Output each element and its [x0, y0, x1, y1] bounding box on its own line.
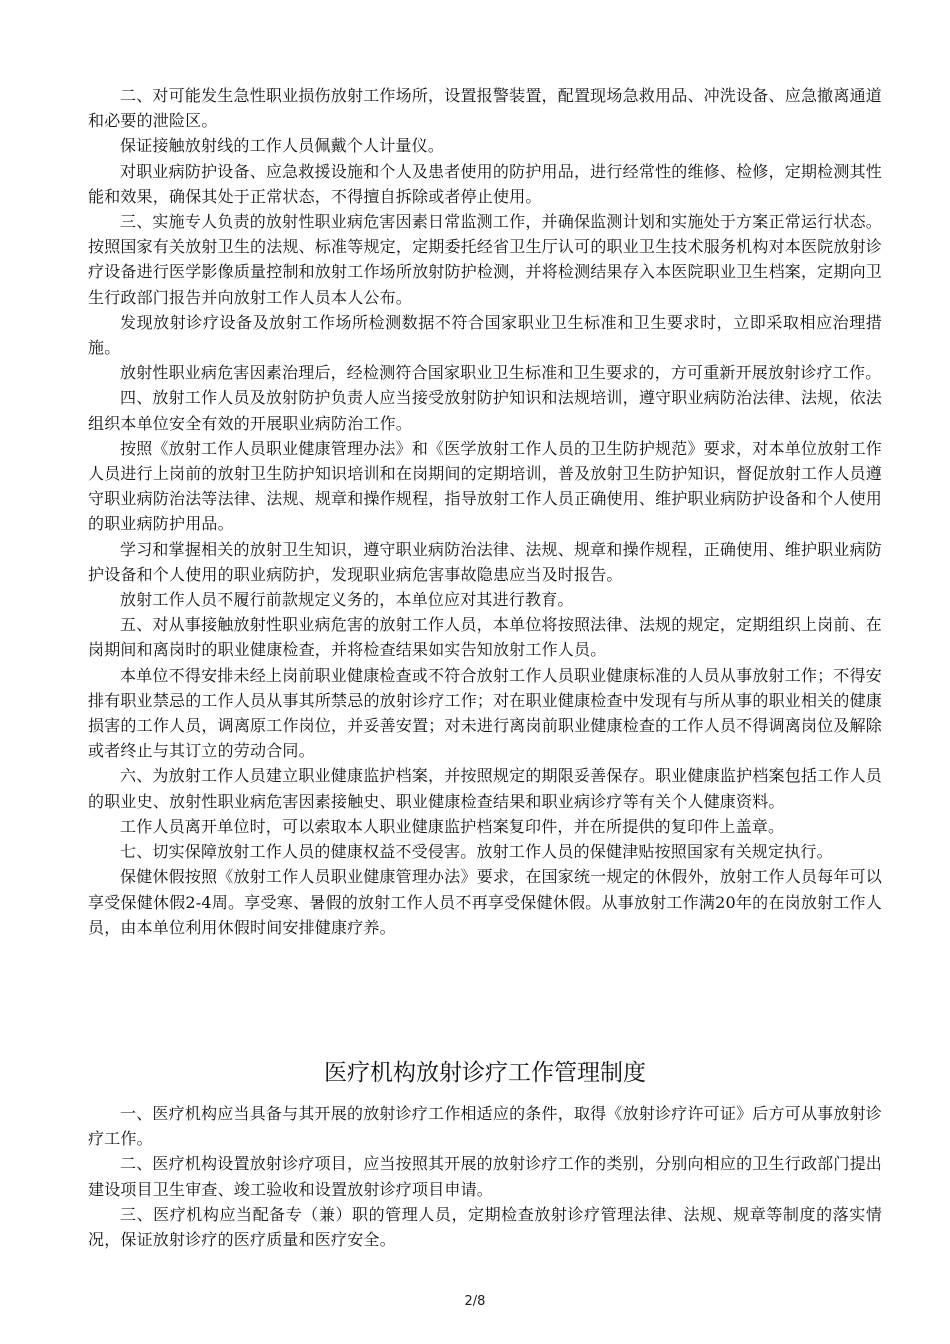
section-title: 医疗机构放射诊疗工作管理制度: [324, 1060, 646, 1086]
paragraph: 七、切实保障放射工作人员的健康权益不受侵害。放射工作人员的保健津贴按照国家有关规定执行。: [120, 842, 833, 862]
paragraph: 工作人员离开单位时，可以索取本人职业健康监护档案复印件，并在所提供的复印件上盖章。: [120, 816, 785, 836]
paragraph: 保健休假按照《放射工作人员职业健康管理办法》要求，在国家统一规定的休假外，放射工作人员每年可以享受保健休假2-4周。享受寒、暑假的放射工作人员不再享受保健休假。从事放射工作满20年的在岗放射工作人员，由本单位利用休假时间安排健康疗养。: [88, 867, 882, 937]
paragraph: 六、为放射工作人员建立职业健康监护档案，并按照规定的期限妥善保存。职业健康监护档案包括工作人员的职业史、放射性职业病危害因素接触史、职业健康检查结果和职业病诊疗等有关个人健康资料。: [88, 766, 882, 811]
paragraph: 五、对从事接触放射性职业病危害的放射工作人员，本单位将按照法律、法规的规定，定期组织上岗前、在岗期间和离岗时的职业健康检查，并将检查结果如实告知放射工作人员。: [88, 615, 882, 660]
paragraph: 按照《放射工作人员职业健康管理办法》和《医学放射工作人员的卫生防护规范》要求，对本单位放射工作人员进行上岗前的放射卫生防护知识培训和在岗期间的定期培训，普及放射卫生防护知识，督促放射工作人员遵守职业病防治法等法律、法规、规章和操作规程，指导放射工作人员正确使用、维护职业病防护设备和个人使用的职业病防护用品。: [88, 438, 882, 534]
section-paragraph: 一、医疗机构应当具备与其开展的放射诊疗工作相适应的条件，取得《放射诊疗许可证》后方可从事放射诊疗工作。: [88, 1104, 882, 1149]
paragraph: 四、放射工作人员及放射防护负责人应当接受放射防护知识和法规培训，遵守职业病防治法律、法规，依法组织本单位安全有效的开展职业病防治工作。: [88, 388, 882, 433]
paragraph: 三、实施专人负责的放射性职业病危害因素日常监测工作，并确保监测计划和实施处于方案正常运行状态。按照国家有关放射卫生的法规、标准等规定，定期委托经省卫生厅认可的职业卫生技术服务机构对本医院放射诊疗设备进行医学影像质量控制和放射工作场所放射防护检测，并将检测结果存入本医院职业卫生档案，定期向卫生行政部门报告并向放射工作人员本人公布。: [88, 212, 882, 307]
body-text: [88, 83, 882, 940]
section-body: [88, 1101, 882, 1252]
paragraph: 放射工作人员不履行前款规定义务的，本单位应对其进行教育。: [120, 590, 574, 610]
paragraph: 二、对可能发生急性职业损伤放射工作场所，设置报警装置，配置现场急救用品、冲洗设备、应急撤离通道和必要的泄险区。: [88, 86, 882, 131]
page-number: 2/8: [464, 1294, 486, 1309]
section-paragraph: 二、医疗机构设置放射诊疗项目，应当按照其开展的放射诊疗工作的类别，分别向相应的卫生行政部门提出建设项目卫生审查、竣工验收和设置放射诊疗项目申请。: [88, 1154, 882, 1199]
paragraph: 学习和掌握相关的放射卫生知识，遵守职业病防治法律、法规、规章和操作规程，正确使用、维护职业病防护设备和个人使用的职业病防护，发现职业病危害事故隐患应当及时报告。: [88, 539, 882, 584]
paragraph: 放射性职业病危害因素治理后，经检测符合国家职业卫生标准和卫生要求的，方可重新开展放射诊疗工作。: [120, 363, 882, 383]
section-paragraph: 三、医疗机构应当配备专（兼）职的管理人员，定期检查放射诊疗管理法律、法规、规章等制度的落实情况，保证放射诊疗的医疗质量和医疗安全。: [88, 1204, 882, 1250]
paragraph: 对职业病防护设备、应急救援设施和个人及患者使用的防护用品，进行经常性的维修、检修，定期检测其性能和效果，确保其处于正常状态，不得擅自拆除或者停止使用。: [88, 161, 882, 206]
paragraph: 本单位不得安排未经上岗前职业健康检查或不符合放射工作人员职业健康标准的人员从事放射工作；不得安排有职业禁忌的工作人员从事其所禁忌的放射诊疗工作；对在职业健康检查中发现有与所从事的职业相关的健康损害的工作人员，调离原工作岗位，并妥善安置；对未进行离岗前职业健康检查的工作人员不得调离岗位及解除或者终止与其订立的劳动合同。: [88, 665, 882, 761]
paragraph: 发现放射诊疗设备及放射工作场所检测数据不符合国家职业卫生标准和卫生要求时，立即采取相应治理措施。: [88, 312, 882, 358]
paragraph: 保证接触放射线的工作人员佩戴个人计量仪。: [120, 136, 445, 156]
